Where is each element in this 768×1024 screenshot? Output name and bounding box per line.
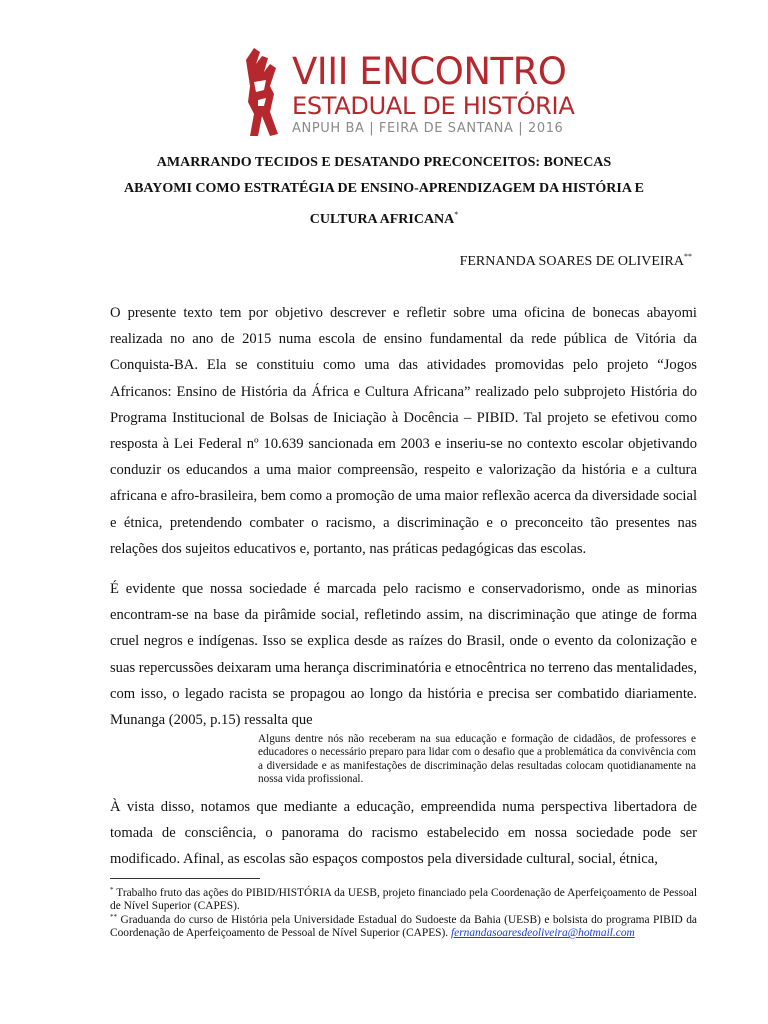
footnote-1-text: Trabalho fruto das ações do PIBID/HISTÓRIA da UESB, projeto financiado pela Coordenação de Aperfeiçoamento de Pessoal de Nível Superior (CAPES).	[110, 887, 697, 913]
author-footnote-mark: **	[684, 252, 692, 261]
footnote-2	[110, 911, 697, 940]
logo-text	[292, 52, 574, 138]
event-logo	[240, 42, 575, 142]
footnote-1	[110, 884, 697, 913]
paper-title	[100, 150, 668, 233]
footnote-2-mark: **	[110, 913, 117, 921]
logo-line-3: ANPUH BA | FEIRA DE SANTANA | 2016	[292, 121, 564, 136]
paragraph-1: O presente texto tem por objetivo descrever e refletir sobre uma oficina de bonecas abayomi realizada no ano de 2015 numa escola de ensino fundamental da rede pública de Vitória da Conquista-BA. Ela se constituiu como uma das atividades promovidas pelo projeto “Jogos Africanos: Ensino de História da África e Cultura Africana” realizado pelo subprojeto História do Programa Institucional de Bolsas de Iniciação à Docência – PIBID. Tal projeto se efetivou como resposta à Lei Federal nº 10.639 sancionada em 2003 e inseriu-se no contexto escolar objetivando conduzir os educandos a uma maior compreensão, respeito e valorização da história e a cultura africana e afro-brasileira, bem como a promoção de uma maior reflexão acerca da diversidade social e étnica, pretendendo combater o racismo, a discriminação e o preconceito tão presentes nas relações dos sujeitos educativos e, portanto, nas práticas pedagógicas das escolas.	[110, 305, 697, 557]
hand-logo-icon	[240, 42, 290, 138]
author-name	[460, 252, 692, 270]
footnote-divider	[110, 878, 260, 879]
author-name-text: FERNANDA SOARES DE OLIVEIRA	[459, 254, 684, 269]
logo-line-1: VIII ENCONTRO	[292, 50, 567, 93]
title-line-1: AMARRANDO TECIDOS E DESATANDO PRECONCEITOS: BONECAS	[156, 155, 612, 170]
block-quote: Alguns dentre nós não receberam na sua educação e formação de cidadãos, de professores e educadores o necessário preparo para lidar com o desafio que a problemática da convivência com a diversidade e as manifestações de discriminação delas resultadas colocam quotidianamente na nossa vida profissional.	[258, 733, 696, 785]
logo-line-2: ESTADUAL DE HISTÓRIA	[292, 92, 575, 120]
author-email-link[interactable]: fernandasoaresdeoliveira@hotmail.com	[451, 927, 635, 940]
paragraph-2: É evidente que nossa sociedade é marcada pelo racismo e conservadorismo, onde as minorias encontram-se na base da pirâmide social, refletindo assim, na discriminação que atinge de forma cruel negros e indígenas. Isso se explica desde as raízes do Brasil, onde o evento da colonização e suas repercussões deixaram uma herança discriminatória e etnocêntrica no terreno das mentalidades, com isso, o legado racista se propagou ao longo da história e precisa ser combatido diariamente. Munanga (2005, p.15) ressalta que	[110, 581, 697, 729]
paragraph-3: À vista disso, notamos que mediante a educação, empreendida numa perspectiva libertadora de tomada de consciência, o panorama do racismo estabelecido em nossa sociedade pode ser modificado. Afinal, as escolas são espaços compostos pela diversidade cultural, social, étnica,	[110, 799, 697, 868]
footnote-1-mark: *	[110, 886, 114, 894]
title-line-2: ABAYOMI COMO ESTRATÉGIA DE ENSINO-APRENDIZAGEM DA HISTÓRIA E	[123, 181, 645, 196]
title-footnote-mark: *	[454, 210, 459, 219]
footnote-2-text: Graduanda do curso de História pela Universidade Estadual do Sudoeste da Bahia (UESB) e bolsista do programa PIBID da Coordenação de Aperfeiçoamento de Pessoal de Nível Superior (CAPES).	[110, 914, 697, 940]
title-line-3: CULTURA AFRICANA	[309, 212, 455, 227]
